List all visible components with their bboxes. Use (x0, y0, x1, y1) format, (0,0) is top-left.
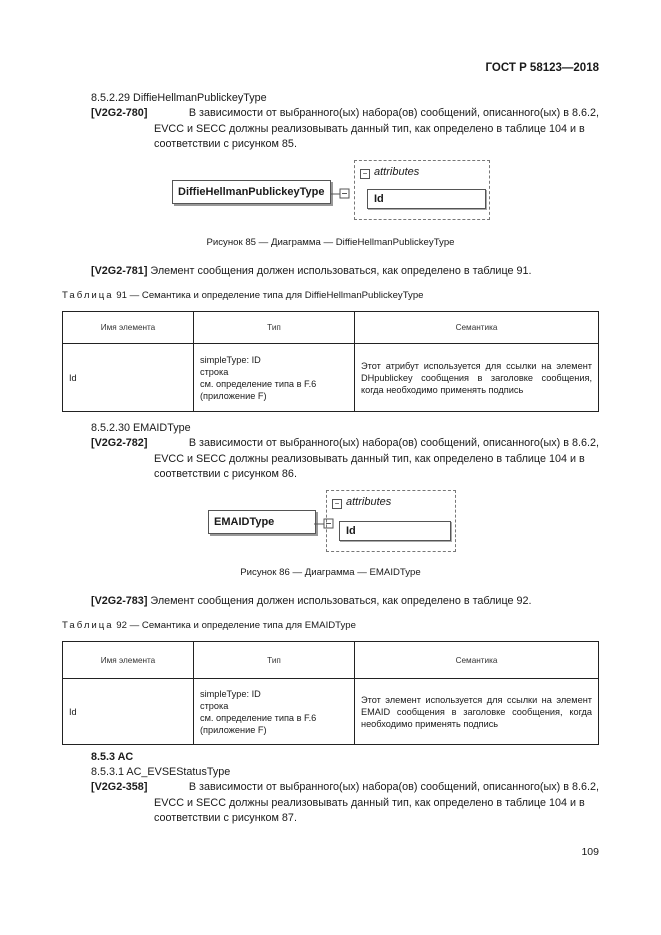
requirement-text: EVCC и SECC должны реализовывать данный тип, как определено в таблице 104 и в (154, 796, 585, 809)
type-line: simpleType: ID (200, 688, 261, 699)
cell-semantics: Этот элемент используется для ссылки на элемент EMAID сообщения в заголовке сообщения, когда необходимо применять подпись (355, 679, 599, 745)
section-heading: 8.5.3 AC (91, 751, 134, 763)
figure-caption: Рисунок 85 — Диаграмма — DiffieHellmanPublickeyType (206, 237, 455, 248)
id-attribute: Id (367, 189, 486, 209)
attributes-group (326, 490, 456, 552)
attributes-group (354, 160, 490, 220)
requirement-text: EVCC и SECC должны реализовывать данный тип, как определено в таблице 104 и в (154, 122, 585, 135)
requirement-text: В зависимости от выбранного(ых) набора(ов) сообщений, описанного(ых) в 8.6.2, (188, 781, 599, 793)
page-number: 109 (581, 846, 599, 858)
requirement-text: EVCC и SECC должны реализовывать данный тип, как определено в таблице 104 и в (154, 452, 585, 465)
figure-86-diagram (208, 490, 458, 552)
figure-caption: Рисунок 86 — Диаграмма — EMAIDType (240, 567, 421, 578)
attributes-label: attributes (346, 496, 392, 508)
column-header: Семантика (355, 642, 599, 679)
column-header: Имя элемента (63, 312, 194, 344)
cell-name: Id (63, 344, 194, 412)
type-line: строка (200, 366, 229, 377)
type-line: (приложение F) (200, 724, 267, 735)
section-heading: 8.5.2.29 DiffieHellmanPublickeyType (91, 92, 267, 104)
requirement-358 (91, 780, 599, 827)
table-caption (62, 290, 424, 301)
cell-type (194, 344, 355, 412)
requirement-text: соответствии с рисунком 85. (154, 138, 297, 150)
section-heading: 8.5.2.30 EMAIDType (91, 422, 191, 434)
table-92 (62, 641, 599, 745)
requirement-text: Элемент сообщения должен использоваться, как определено в таблице 91. (150, 265, 532, 277)
column-header: Тип (194, 642, 355, 679)
requirement-text: В зависимости от выбранного(ых) набора(ов) сообщений, описанного(ых) в 8.6.2, (188, 107, 599, 119)
requirement-text: соответствии с рисунком 86. (154, 468, 297, 480)
document-header: ГОСТ Р 58123—2018 (485, 62, 599, 74)
requirement-text: В зависимости от выбранного(ых) набора(ов) сообщений, описанного(ых) в 8.6.2, (188, 437, 599, 449)
column-header: Семантика (355, 312, 599, 344)
cell-type (194, 679, 355, 745)
connector-icon (330, 188, 352, 200)
requirement-text: соответствии с рисунком 87. (154, 812, 297, 824)
table-caption-text: 92 — Семантика и определение типа для EMAIDType (116, 620, 356, 631)
requirement-780 (91, 106, 599, 153)
figure-85-diagram (172, 160, 492, 225)
collapse-icon: − (332, 499, 342, 509)
requirement-text: Элемент сообщения должен использоваться, как определено в таблице 92. (150, 595, 532, 607)
column-header: Тип (194, 312, 355, 344)
collapse-icon: − (360, 169, 370, 179)
table-caption-word: Таблица (62, 290, 114, 301)
requirement-tag: [V2G2-782] (91, 437, 148, 449)
column-header: Имя элемента (63, 642, 194, 679)
type-line: см. определение типа в F.6 (200, 712, 317, 723)
requirement-tag: [V2G2-780] (91, 107, 148, 119)
type-node: EMAIDType (208, 510, 316, 534)
requirement-782 (91, 436, 599, 483)
type-node: DiffieHellmanPublickeyType (172, 180, 331, 204)
requirement-781 (91, 264, 532, 280)
id-attribute: Id (339, 521, 451, 541)
cell-name: Id (63, 679, 194, 745)
table-caption-word: Таблица (62, 620, 114, 631)
requirement-tag: [V2G2-358] (91, 781, 148, 793)
table-caption (62, 620, 356, 631)
attributes-label: attributes (374, 166, 420, 178)
type-line: (приложение F) (200, 390, 267, 401)
type-line: строка (200, 700, 229, 711)
table-91 (62, 311, 599, 412)
type-line: simpleType: ID (200, 354, 261, 365)
table-row (63, 344, 599, 412)
requirement-tag: [V2G2-781] (91, 265, 148, 277)
type-line: см. определение типа в F.6 (200, 378, 317, 389)
cell-semantics: Этот атрибут используется для ссылки на элемент DHpublickey сообщения в заголовке сообщения, когда необходимо применять подпись (355, 344, 599, 412)
table-caption-text: 91 — Семантика и определение типа для DiffieHellmanPublickeyType (116, 290, 424, 301)
table-row (63, 679, 599, 745)
requirement-783 (91, 594, 532, 610)
requirement-tag: [V2G2-783] (91, 595, 148, 607)
subsection-heading: 8.5.3.1 AC_EVSEStatusType (91, 766, 231, 778)
